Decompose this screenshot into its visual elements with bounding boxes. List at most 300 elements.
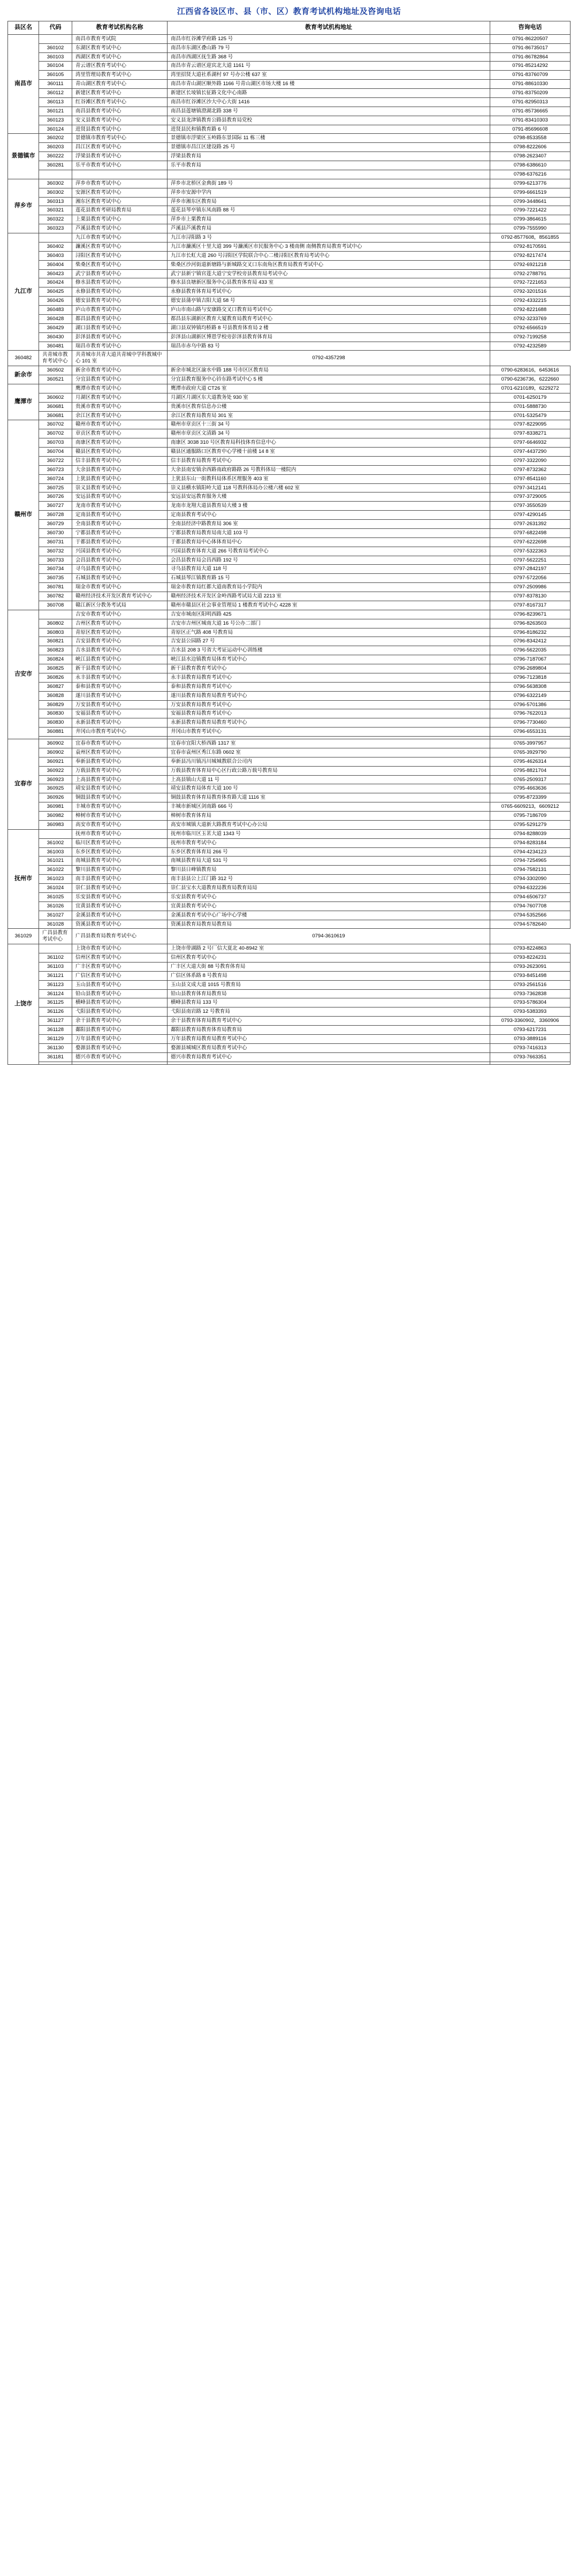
table-row — [8, 429, 571, 438]
table-row — [8, 366, 571, 375]
tel-cell: 0794-3610619 — [168, 929, 490, 944]
org-cell — [72, 170, 168, 179]
org-cell: 安远县教育考试中心 — [72, 493, 168, 502]
addr-cell: 上高县镇山大道 11 号 — [168, 775, 490, 784]
region-cell: 上饶市 — [8, 944, 39, 1064]
addr-cell: 安义县龙津镇教育公路县教育局党校 — [168, 116, 490, 125]
table-row — [8, 80, 571, 89]
tel-cell: 0701-5325479 — [490, 411, 571, 420]
code-cell: 360113 — [39, 97, 72, 107]
code-cell: 360782 — [39, 592, 72, 601]
header-org: 教育考试机构名称 — [72, 21, 168, 35]
tel-cell: 0796-8239671 — [490, 610, 571, 619]
org-cell: 安源区教育考试中心 — [72, 188, 168, 197]
table-row — [8, 520, 571, 529]
org-cell: 德兴市教育考试中心 — [72, 1052, 168, 1062]
tel-cell: 0797-3729005 — [490, 493, 571, 502]
org-cell: 西湖区教育考试中心 — [72, 52, 168, 62]
code-cell: 360404 — [39, 260, 72, 269]
table-row — [8, 43, 571, 52]
addr-cell: 景德镇市浮梁区玉岭路东景国际 11 栋三楼 — [168, 134, 490, 143]
table-row — [8, 393, 571, 402]
table-row — [8, 287, 571, 297]
tel-cell: 0798-2623407 — [490, 152, 571, 161]
code-cell: 360302 — [39, 179, 72, 188]
addr-cell: 抚州市临川区玉茗大道 1343 号 — [168, 829, 490, 838]
addr-cell: 浮梁县教育局 — [168, 152, 490, 161]
table-row — [8, 502, 571, 511]
tel-cell: 0794-7582131 — [490, 866, 571, 875]
addr-cell: 共青城市共青大道共青城中学科教城中心 101 室 — [72, 351, 168, 366]
tel-cell: 0793-5383393 — [490, 1007, 571, 1017]
tel-cell: 0792-8221688 — [490, 306, 571, 315]
addr-cell: 宜黄县教育考试中心 — [168, 901, 490, 911]
code-cell: 361002 — [39, 838, 72, 847]
table-row — [8, 125, 571, 134]
table-row — [8, 610, 571, 619]
org-cell: 进贤县教育考试中心 — [72, 125, 168, 134]
addr-cell: 宜春市宜阳大桥西路 1317 室 — [168, 739, 490, 748]
addr-cell: 余干县教育体育局教育考试中心 — [168, 1017, 490, 1026]
addr-cell: 吉水县 208 3 号省大考证运动中心训练楼 — [168, 646, 490, 655]
code-cell — [39, 944, 72, 953]
tel-cell: 0796-7123818 — [490, 673, 571, 682]
code-cell: 361125 — [39, 998, 72, 1007]
code-cell — [39, 610, 72, 619]
tel-cell: 0792-6566519 — [490, 323, 571, 332]
table-row — [8, 920, 571, 929]
tel-cell: 0796-5638308 — [490, 682, 571, 691]
addr-cell: 修水县良塘新区服务中心县教育体育局 433 室 — [168, 278, 490, 287]
table-row — [8, 269, 571, 278]
code-cell: 360430 — [39, 332, 72, 342]
org-cell: 新干县教育考试中心 — [72, 664, 168, 673]
addr-cell: 德安县蒲亭镇吉阳大道 58 号 — [168, 297, 490, 306]
region-cell: 萍乡市 — [8, 179, 39, 233]
table-row — [8, 655, 571, 664]
code-cell — [39, 170, 72, 179]
table-row — [8, 384, 571, 393]
addr-cell: 宜春市袁州区秀江东路 0602 室 — [168, 748, 490, 757]
table-row — [8, 1007, 571, 1017]
addr-cell: 崇义县横水镇阳岭大道 118 号教科体局办公楼六楼 602 室 — [168, 483, 490, 493]
table-row — [8, 448, 571, 457]
tel-cell: 0798-6386610 — [490, 161, 571, 170]
header-code: 代码 — [39, 21, 72, 35]
addr-cell: 赣州市章贡区十三街 34 号 — [168, 420, 490, 429]
org-cell: 金溪县教育考试中心 — [72, 911, 168, 920]
tel-cell: 0798-6376216 — [490, 170, 571, 179]
tel-cell: 0794-7607708 — [490, 901, 571, 911]
addr-cell: 万年县教育局教育局教育考试中心 — [168, 1034, 490, 1043]
addr-cell: 婺源县城城区教育局教育考试中心 — [168, 1043, 490, 1052]
addr-cell: 萍乡市上栗教育局 — [168, 215, 490, 224]
code-cell: 360732 — [39, 547, 72, 556]
region-cell: 宜春市 — [8, 739, 39, 830]
code-cell: 360981 — [39, 802, 72, 812]
code-cell: 360734 — [39, 565, 72, 574]
addr-cell: 广丰区大道大街 88 号教育体育局 — [168, 962, 490, 971]
table-row — [8, 601, 571, 610]
table-row — [8, 962, 571, 971]
table-row — [8, 528, 571, 537]
tel-cell: 0794-8288039 — [490, 829, 571, 838]
org-cell: 婺源县教育考试中心 — [72, 1043, 168, 1052]
region-cell: 鹰潭市 — [8, 384, 39, 420]
region-cell: 赣州市 — [8, 420, 39, 610]
tel-cell: 0792-7221653 — [490, 278, 571, 287]
tel-cell: 0765-3929790 — [490, 748, 571, 757]
addr-cell: 贵溪市区教育信息办公楼 — [168, 402, 490, 411]
tel-cell: 0794-5782640 — [490, 920, 571, 929]
code-cell: 361130 — [39, 1043, 72, 1052]
table-row — [8, 646, 571, 655]
addr-cell: 上饶市带湖路 2 号厂信大夏北 40-8942 室 — [168, 944, 490, 953]
addr-cell: 赣县区通服路口区教育中心学楼十前楼 14 8 室 — [168, 448, 490, 457]
tel-cell: 0796-5622035 — [490, 646, 571, 655]
tel-cell: 0797-6646932 — [490, 438, 571, 448]
table-row — [8, 911, 571, 920]
code-cell: 360730 — [39, 528, 72, 537]
code-cell: 360424 — [39, 278, 72, 287]
tel-cell: 0795-7186709 — [490, 812, 571, 821]
code-cell: 360708 — [39, 601, 72, 610]
org-cell: 寻乌县教育考试中心 — [72, 565, 168, 574]
header-region: 县区名 — [8, 21, 39, 35]
addr-cell: 全南县经济中路教育局 306 室 — [168, 520, 490, 529]
table-row — [8, 97, 571, 107]
org-cell: 广信区教育考试中心 — [72, 971, 168, 980]
org-cell: 濂溪区教育考试中心 — [72, 242, 168, 251]
table-row — [8, 829, 571, 838]
code-cell: 360735 — [39, 574, 72, 583]
tel-cell: 0792-8170591 — [490, 242, 571, 251]
code-cell: 360429 — [39, 323, 72, 332]
table-row — [8, 314, 571, 323]
table-row — [8, 224, 571, 233]
code-cell: 361024 — [39, 884, 72, 893]
addr-cell: 吉安县公园路 27 号 — [168, 637, 490, 646]
table-row — [8, 637, 571, 646]
table-row — [8, 866, 571, 875]
addr-cell: 龙南市龙翔大道县教育局大楼 3 楼 — [168, 502, 490, 511]
tel-cell: 0797-3412141 — [490, 483, 571, 493]
region-cell: 抚州市 — [8, 829, 39, 929]
region-cell: 南昌市 — [8, 34, 39, 134]
table-row — [8, 1062, 571, 1064]
tel-cell: 0797-5322363 — [490, 547, 571, 556]
org-cell: 莲花县教育考研局教育局 — [72, 206, 168, 215]
table-row — [8, 691, 571, 700]
tel-cell: 0790-6236736，6222660 — [490, 375, 571, 384]
tel-cell: 0793-8224863 — [490, 944, 571, 953]
addr-cell: 崇仁县宝水大道教育局教育局教育局局 — [168, 884, 490, 893]
tel-cell: 0797-5722056 — [490, 574, 571, 583]
tel-cell: 0792-2788791 — [490, 269, 571, 278]
code-cell: 360827 — [39, 682, 72, 691]
addr-cell: 万安县教育局教育考试中心 — [168, 700, 490, 709]
tel-cell: 0792-8217474 — [490, 251, 571, 260]
org-cell: 吉州区教育考试中心 — [72, 619, 168, 628]
region-cell: 景德镇市 — [8, 134, 39, 179]
addr-cell: 南昌市青山湖区顺外路 1166 号青山湖区市场大楼 16 楼 — [168, 80, 490, 89]
tel-cell: 0790-6283616，6453616 — [490, 366, 571, 375]
org-cell: 赣州市教育考试中心 — [72, 420, 168, 429]
code-cell: 360826 — [39, 673, 72, 682]
org-cell: 铜鼓县教育考试中心 — [72, 793, 168, 802]
org-cell: 吉安市教育考试中心 — [72, 610, 168, 619]
addr-cell: 广信区体系路 8 号教育局 — [168, 971, 490, 980]
addr-cell: 赣州市赣县区社会事业管理局 1 楼教育考试中心 4228 室 — [168, 601, 490, 610]
tel-cell: 0797-8167317 — [490, 601, 571, 610]
tel-cell: 0797-8378130 — [490, 592, 571, 601]
table-row — [8, 953, 571, 963]
addr-cell: 鹰潭市政府大道 CT26 室 — [168, 384, 490, 393]
addr-cell: 遂川县教育局教育局教育考试中心 — [168, 691, 490, 700]
code-cell: 360321 — [39, 206, 72, 215]
addr-cell: 芦溪县芦溪教育局 — [168, 224, 490, 233]
table-row — [8, 847, 571, 857]
code-cell: 360402 — [39, 242, 72, 251]
table-row — [8, 556, 571, 565]
org-cell: 东乡区教育考试中心 — [72, 847, 168, 857]
code-cell: 360428 — [39, 314, 72, 323]
addr-cell: 青原区正气路 408 号教育局 — [168, 628, 490, 637]
tel-cell: 0797-8732362 — [490, 465, 571, 474]
org-cell: 新建区教育考试中心 — [72, 89, 168, 98]
org-cell: 吉水县教育考试中心 — [72, 646, 168, 655]
code-cell: 360828 — [39, 691, 72, 700]
table-row — [8, 233, 571, 243]
addr-cell: 彭泽县山湖新区博恩学校旁彭泽县教育体育局 — [168, 332, 490, 342]
org-cell: 青云谱区教育考试中心 — [72, 62, 168, 71]
table-row — [8, 901, 571, 911]
addr-cell: 横峰县教育局 133 号 — [168, 998, 490, 1007]
exam-centers-table — [7, 21, 571, 1065]
table-row — [8, 483, 571, 493]
code-cell: 360521 — [39, 375, 72, 384]
table-row — [8, 179, 571, 188]
tel-cell: 0793-7663351 — [490, 1052, 571, 1062]
code-cell: 360722 — [39, 456, 72, 465]
addr-cell: 进贤县民和镇教育路 6 号 — [168, 125, 490, 134]
table-row — [8, 438, 571, 448]
code-cell: 360923 — [39, 775, 72, 784]
addr-cell: 鄱阳县教育局教育体育局教育局 — [168, 1026, 490, 1035]
tel-cell: 0796-5701386 — [490, 700, 571, 709]
code-cell: 361022 — [39, 866, 72, 875]
code-cell: 360881 — [39, 728, 72, 737]
table-row — [8, 278, 571, 287]
code-cell: 361128 — [39, 1026, 72, 1035]
table-row — [8, 89, 571, 98]
code-cell: 360111 — [39, 80, 72, 89]
code-cell: 360726 — [39, 493, 72, 502]
org-cell: 月湖区教育考试中心 — [72, 393, 168, 402]
org-cell: 万年县教育考试中心 — [72, 1034, 168, 1043]
code-cell — [39, 233, 72, 243]
org-cell: 赣州经济技术开发区教育考试中心 — [72, 592, 168, 601]
tel-cell: 0794-8283184 — [490, 838, 571, 847]
org-cell: 青山湖区教育考试中心 — [72, 80, 168, 89]
org-cell: 南康区教育考试中心 — [72, 438, 168, 448]
addr-cell: 铅山县教育体育局教育局 — [168, 989, 490, 998]
code-cell: 360982 — [39, 812, 72, 821]
tel-cell: 0792-8577608，8561855 — [490, 233, 571, 243]
addr-cell: 高安市城镇大道新大路教育考试中心办公局 — [168, 820, 490, 829]
tel-cell: 0796-6553131 — [490, 728, 571, 737]
org-cell: 湾里管理局教育考试中心 — [72, 71, 168, 80]
code-cell: 360403 — [39, 251, 72, 260]
org-cell: 南城县教育考试中心 — [72, 857, 168, 866]
table-row — [8, 215, 571, 224]
org-cell: 青原区教育考试中心 — [72, 628, 168, 637]
org-cell: 安义县教育考试中心 — [72, 116, 168, 125]
tel-cell: 0792-3233769 — [490, 314, 571, 323]
org-cell: 高安市教育考试中心 — [72, 820, 168, 829]
tel-cell: 0793-5786304 — [490, 998, 571, 1007]
code-cell: 360824 — [39, 655, 72, 664]
org-cell: 分宜县教育考试中心 — [72, 375, 168, 384]
addr-cell: 抚州市教育考试中心 — [168, 838, 490, 847]
code-cell: 360727 — [39, 502, 72, 511]
org-cell: 横峰县教育考试中心 — [72, 998, 168, 1007]
org-cell: 兴国县教育考试中心 — [72, 547, 168, 556]
code-cell: 361126 — [39, 1007, 72, 1017]
addr-cell: 南康区 3038 310 号区教育局科技体育信息中心 — [168, 438, 490, 448]
table-row — [8, 728, 571, 737]
org-cell: 新余市教育考试中心 — [72, 366, 168, 375]
org-cell: 余干县教育考试中心 — [72, 1017, 168, 1026]
addr-cell: 弋阳县南岩路 12 号教育局 — [168, 1007, 490, 1017]
addr-cell: 南昌市青云谱区迎宾北大道 1161 号 — [168, 62, 490, 71]
region-cell: 吉安市 — [8, 610, 39, 739]
tel-cell: 0792-4357298 — [168, 351, 490, 366]
org-cell: 吉安县教育考试中心 — [72, 637, 168, 646]
org-cell: 鄱阳县教育考试中心 — [72, 1026, 168, 1035]
table-row — [8, 52, 571, 62]
code-cell: 360483 — [39, 306, 72, 315]
org-cell: 宁都县教育考试中心 — [72, 528, 168, 537]
table-row — [8, 260, 571, 269]
org-cell: 柴桑区教育考试中心 — [72, 260, 168, 269]
code-cell: 360702 — [39, 429, 72, 438]
header-tel: 咨询电话 — [490, 21, 571, 35]
table-row — [8, 251, 571, 260]
tel-cell: 0793-3360902，3360906 — [490, 1017, 571, 1026]
code-cell: 360926 — [39, 793, 72, 802]
table-row — [8, 375, 571, 384]
region-cell: 新余市 — [8, 366, 39, 384]
tel-cell: 0795-4626314 — [490, 757, 571, 766]
table-row — [8, 775, 571, 784]
org-cell: 彭泽县教育考试中心 — [72, 332, 168, 342]
code-cell: 360322 — [39, 215, 72, 224]
table-row — [8, 537, 571, 547]
table-row — [8, 766, 571, 775]
code-cell: 360731 — [39, 537, 72, 547]
addr-cell: 景德镇市昌江区建设路 25 号 — [168, 143, 490, 152]
table-row — [8, 989, 571, 998]
code-cell: 360313 — [39, 197, 72, 206]
org-cell: 广昌县教育考试中心 — [39, 929, 72, 944]
code-cell: 360425 — [39, 287, 72, 297]
code-cell: 360423 — [39, 269, 72, 278]
org-cell: 玉山县教育考试中心 — [72, 980, 168, 989]
table-row — [8, 242, 571, 251]
tel-cell: 0791-86782864 — [490, 52, 571, 62]
tel-cell: 0794-3302090 — [490, 875, 571, 884]
addr-cell: 信州区教育考试中心 — [168, 953, 490, 963]
org-cell: 南昌县教育考试中心 — [72, 107, 168, 116]
addr-cell: 乐平市教育局 — [168, 161, 490, 170]
addr-cell — [168, 170, 490, 179]
code-cell: 360725 — [39, 483, 72, 493]
table-row — [8, 565, 571, 574]
addr-cell: 于都县教育局中心体体育局中心 — [168, 537, 490, 547]
table-row — [8, 748, 571, 757]
code-cell: 360281 — [39, 161, 72, 170]
tel-cell: 0799-6661519 — [490, 188, 571, 197]
addr-cell: 九江市濂溪区十里大道 399 号濂溪区市民服务中心 3 楼南侧 南侧教育局教育考试中心 — [168, 242, 490, 251]
tel-cell: 0792-4232589 — [490, 342, 571, 351]
table-row — [8, 332, 571, 342]
tel-cell: 0791-88610330 — [490, 80, 571, 89]
tel-cell: 0799-6213776 — [490, 179, 571, 188]
tel-cell: 0798-8533558 — [490, 134, 571, 143]
addr-cell: 萍乡市北桥区金典街 189 号 — [168, 179, 490, 188]
table-row — [8, 574, 571, 583]
code-cell: 360302 — [39, 188, 72, 197]
org-cell: 瑞金市教育考试中心 — [72, 583, 168, 592]
addr-cell: 余江区教育局教育局 301 室 — [168, 411, 490, 420]
table-body — [8, 34, 571, 1064]
table-row — [8, 682, 571, 691]
tel-cell: 0794-7254965 — [490, 857, 571, 866]
org-cell: 东湖区教育考试中心 — [72, 43, 168, 52]
code-cell: 361102 — [39, 953, 72, 963]
table-row — [8, 929, 571, 944]
org-cell: 定南县教育考试中心 — [72, 511, 168, 520]
tel-cell: 0793-2561516 — [490, 980, 571, 989]
org-cell: 上饶市教育考试中心 — [72, 944, 168, 953]
addr-cell: 峡江县水边镇教育局体育考试中心 — [168, 655, 490, 664]
org-cell: 余江区教育考试中心 — [72, 411, 168, 420]
org-cell: 弋阳县教育考试中心 — [72, 1007, 168, 1017]
table-row — [8, 592, 571, 601]
tel-cell: 0701-6210189，6229272 — [490, 384, 571, 393]
tel-cell: 0797-2509986 — [490, 583, 571, 592]
code-cell: 360323 — [39, 224, 72, 233]
org-cell: 会昌县教育考试中心 — [72, 556, 168, 565]
table-row — [8, 793, 571, 802]
tel-cell: 0799-7221422 — [490, 206, 571, 215]
code-cell: 361027 — [39, 911, 72, 920]
tel-cell: 0794-4234123 — [490, 847, 571, 857]
tel-cell: 0797-8229095 — [490, 420, 571, 429]
org-cell: 泰和县教育考试中心 — [72, 682, 168, 691]
addr-cell: 德兴市教育局教育考试中心 — [168, 1052, 490, 1062]
org-cell: 萍乡市教育考试中心 — [72, 179, 168, 188]
tel-cell: 0794-5352566 — [490, 911, 571, 920]
code-cell: 361029 — [8, 929, 39, 944]
tel-cell: 0796-2689804 — [490, 664, 571, 673]
tel-cell: 0793-7416313 — [490, 1043, 571, 1052]
addr-cell: 永丰县教育局教育考试中心 — [168, 673, 490, 682]
org-cell: 上犹县教育考试中心 — [72, 474, 168, 483]
tel-cell: 0791-86735017 — [490, 43, 571, 52]
code-cell: 360602 — [39, 393, 72, 402]
